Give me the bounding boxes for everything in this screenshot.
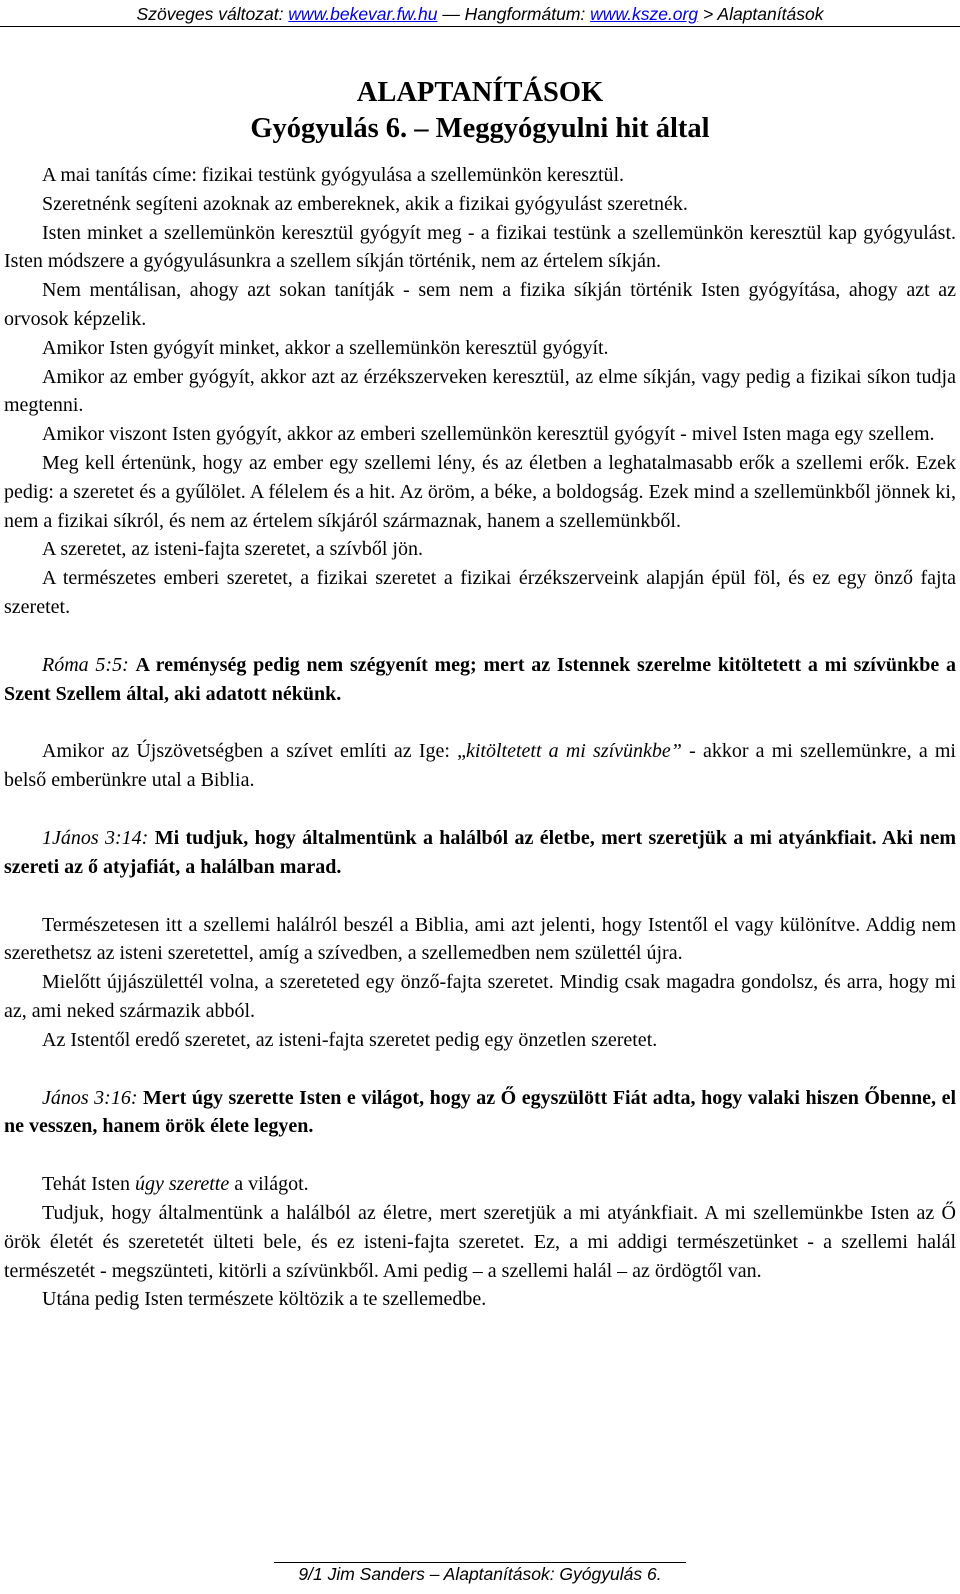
paragraph: Meg kell értenünk, hogy az ember egy szellemi lény, és az életben a leghatalmasabb erők a szellemi erők. Ezek pedig: a szeretet és a gyűlölet. A félelem és a hit. Az öröm, a béke, a boldogság. Ezek mind a szellemünkből jönnek ki, nem a fizikai síkról, és nem az értelem síkjáról származnak, hanem a szellemünkből. [4,451,956,532]
paragraph-text: Amikor az Újszövetségben a szívet említi az Ige: „ [42,740,466,763]
paragraph: Szeretnénk segíteni azoknak az embereknek, akik a fizikai gyógyulást szeretnék. [42,192,688,215]
verse-reference: 1János 3:14: [42,826,149,849]
header-mid: — Hangformátum: [437,4,591,24]
verse-text: A reménység pedig nem szégyenít meg; mert az Istennek szerelme kitöltetett a mi szívünkbe a Szent Szellem által, aki adatott nékünk. [4,653,956,705]
document-subtitle: Gyógyulás 6. – Meggyógyulni hit által [250,113,710,144]
paragraph-text: - akkor a mi szellemünkre, a mi belső emberünkre utal a Biblia. [4,740,956,792]
paragraph: Amikor Isten gyógyít minket, akkor a szellemünkön keresztül gyógyít. [42,336,609,359]
paragraph: Tudjuk, hogy általmentünk a halálból az életre, mert szeretjük a mi atyánkfiait. A mi szellemünkbe Isten az Ő örök életét és szeretetét ülteti bele, és ez isteni-fajta szeretet. Ez, a mi addigi természetünket - a szellemi halál természetét - megszünteti, kitörli a szívünkből. Ami pedig – a szellemi halál – az ördögtől van. [4,1201,956,1282]
paragraph: Isten minket a szellemünkön keresztül gyógyít meg - a fizikai testünk a szellemünkön keresztül kap gyógyulást. Isten módszere a gyógyulásunkra a szellem síkján történik, nem az értelem síkján. [4,221,956,273]
paragraph-text: a világot. [229,1173,309,1196]
paragraph: Természetesen itt a szellemi halálról beszél a Biblia, ami azt jelenti, hogy Istentől el vagy különítve. Addig nem szerethetsz az isteni szeretettel, amíg a szívedben, a szellemedben nem születtél újra. [4,913,956,965]
paragraph-text: Tehát Isten [42,1173,136,1196]
paragraph: Az Istentől eredő szeretet, az isteni-fajta szeretet pedig egy önzetlen szeretet. [42,1028,658,1051]
bible-verse-john [4,1084,956,1142]
paragraph: Utána pedig Isten természete költözik a te szellemedbe. [42,1288,487,1311]
emphasized-text: úgy szerette [135,1173,230,1196]
document-body [4,75,956,1314]
verse-text: Mert úgy szerette Isten e világot, hogy az Ő egyszülött Fiát adta, hogy valaki hiszen Őbenne, el ne vesszen, hanem örök élete legyen. [4,1086,957,1138]
verse-reference: Róma 5:5: [42,653,129,676]
verse-reference: János 3:16: [42,1086,138,1109]
document-title: ALAPTANÍTÁSOK [356,77,604,108]
header-suffix: > Alaptanítások [698,4,824,24]
verse-text: Mi tudjuk, hogy általmentünk a halálból az életbe, mert szeretjük a mi atyánkfiait. Aki nem szereti az ő atyjafiát, a halálban marad. [4,826,957,878]
paragraph: Mielőtt újjászülettél volna, a szereteted egy önző-fajta szeretet. Mindig csak magadra gondolsz, és arra, hogy mi az, ami neked származik abból. [4,971,956,1022]
paragraph [4,1170,956,1199]
paragraph: Amikor az ember gyógyít, akkor azt az érzékszerveken keresztül, az elme síkján, vagy pedig a fizikai síkon tudja megtenni. [4,365,956,417]
paragraph [4,737,956,795]
bible-verse-1john [4,824,956,882]
bekevar-link[interactable]: www.bekevar.fw.hu [288,4,438,24]
ksze-link[interactable]: www.ksze.org [590,4,699,24]
page-footer: 9/1 Jim Sanders – Alaptanítások: Gyógyulás 6. [298,1564,662,1584]
paragraph: Amikor viszont Isten gyógyít, akkor az emberi szellemünkön keresztül gyógyít - mivel Isten maga egy szellem. [42,423,935,446]
header-prefix: Szöveges változat: [136,4,289,24]
paragraph: Nem mentálisan, ahogy azt sokan tanítják - sem nem a fizika síkján történik Isten gyógyítása, ahogy azt az orvosok képzelik. [4,279,956,330]
page-header [0,3,960,27]
paragraph: A természetes emberi szeretet, a fizikai szeretet a fizikai érzékszerveink alapján épül föl, és ez egy önző fajta szeretet. [4,567,956,618]
bible-verse-romans [4,651,956,709]
quoted-text: kitöltetett a mi szívünkbe” [465,740,682,763]
paragraph: A szeretet, az isteni-fajta szeretet, a szívből jön. [42,538,423,561]
paragraph: A mai tanítás címe: fizikai testünk gyógyulása a szellemünkön keresztül. [42,164,625,186]
